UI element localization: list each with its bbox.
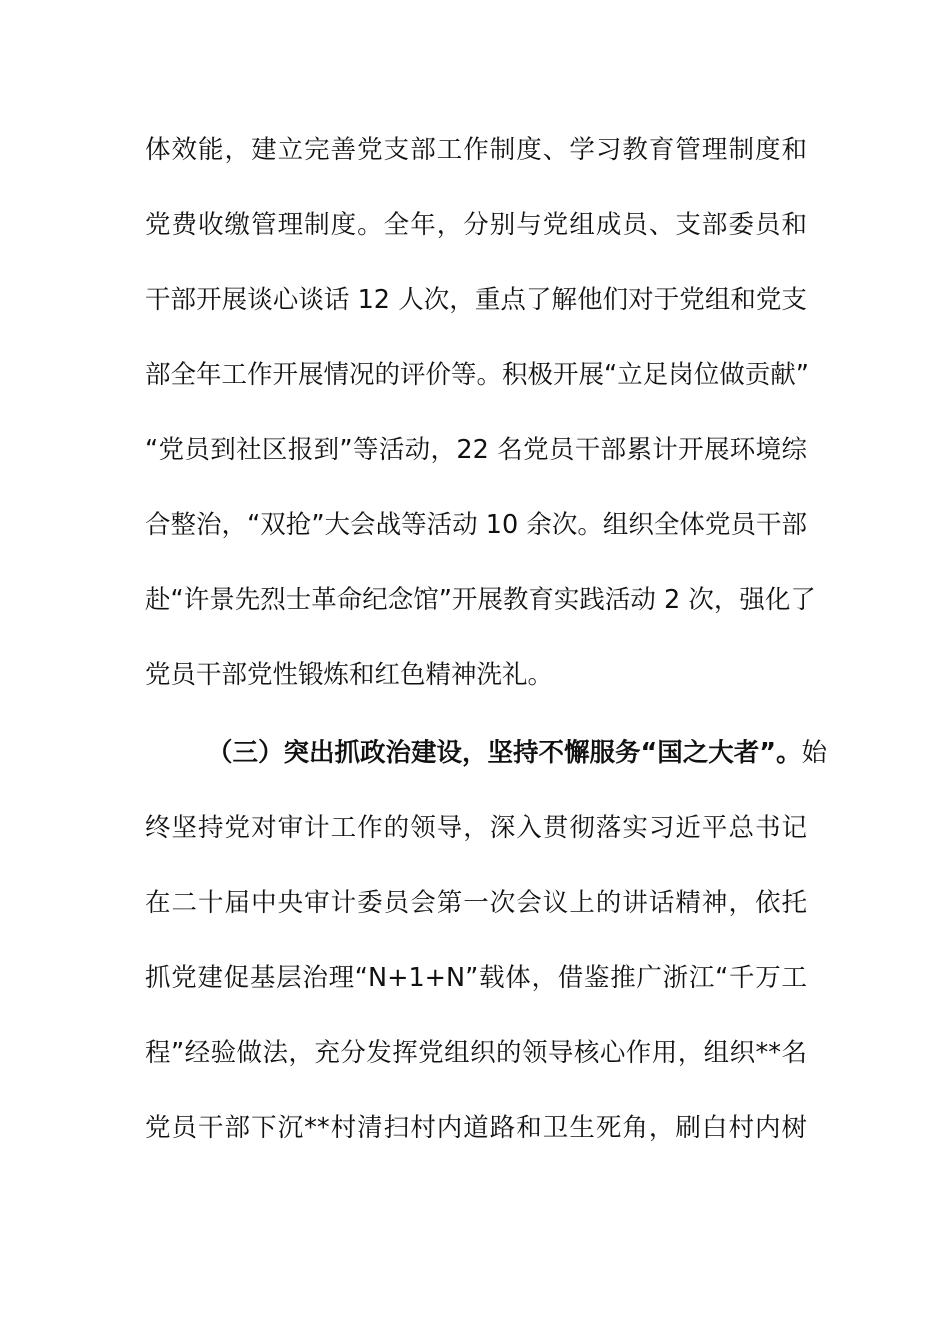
section-heading-line	[207, 731, 828, 775]
paragraph-line: 程”经验做法，充分发挥党组织的领导核心作用，组织**名	[145, 1038, 807, 1068]
paragraph-line: “党员到社区报到”等活动，22 名党员干部累计开展环境综	[145, 435, 807, 465]
paragraph-line: 在二十届中央审计委员会第一次会议上的讲话精神，依托	[145, 888, 807, 918]
paragraph-line: 党员干部下沉**村清扫村内道路和卫生死角，刷白村内树	[145, 1113, 807, 1143]
paragraph-line: 干部开展谈心谈话 12 人次，重点了解他们对于党组和党支	[145, 285, 807, 315]
section-heading-tail: 始	[801, 738, 828, 768]
paragraph-line: 赴“许景先烈士革命纪念馆”开展教育实践活动 2 次，强化了	[145, 585, 816, 615]
paragraph-line: 合整治，“双抢”大会战等活动 10 余次。组织全体党员干部	[145, 510, 807, 540]
paragraph-line: 党员干部党性锻炼和红色精神洗礼。	[145, 660, 554, 690]
paragraph-line: 抓党建促基层治理“N+1+N”载体，借鉴推广浙江“千万工	[145, 963, 807, 993]
paragraph-line: 党费收缴管理制度。全年，分别与党组成员、支部委员和	[145, 210, 807, 240]
paragraph-line: 部全年工作开展情况的评价等。积极开展“立足岗位做贡献”	[145, 360, 809, 390]
paragraph-line: 终坚持党对审计工作的领导，深入贯彻落实习近平总书记	[145, 813, 807, 843]
paragraph-line: 体效能，建立完善党支部工作制度、学习教育管理制度和	[145, 135, 807, 165]
section-heading: （三）突出抓政治建设，坚持不懈服务“国之大者”。	[207, 738, 802, 768]
